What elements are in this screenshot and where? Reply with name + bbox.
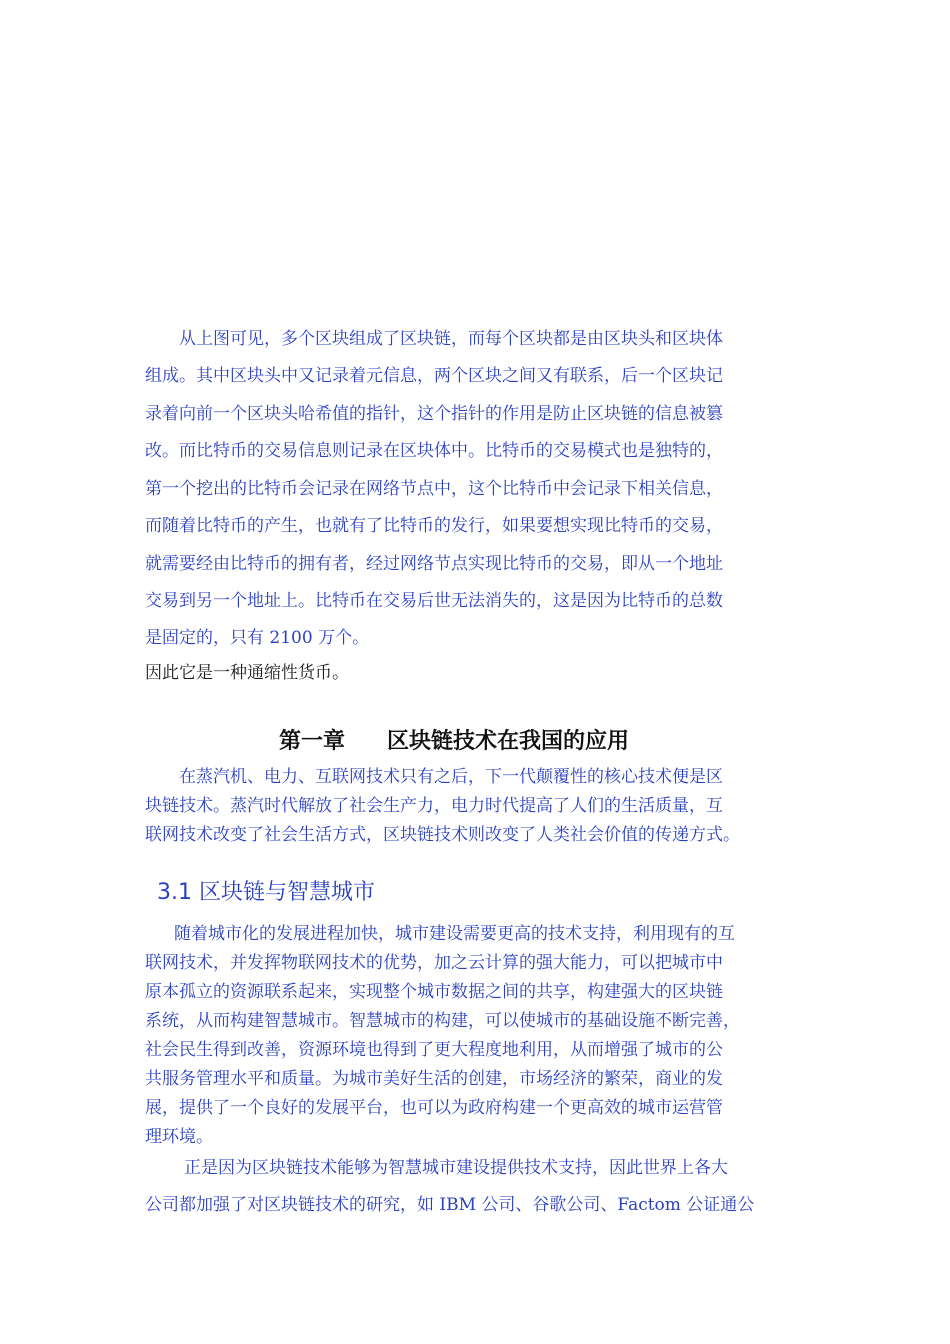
paragraph-3-line: 随着城市化的发展进程加快，城市建设需要更高的技术支持，利用现有的互: [174, 924, 735, 944]
paragraph-1-trailing-line: 因此它是一种通缩性货币。: [145, 663, 349, 683]
paragraph-4-line: 公司都加强了对区块链技术的研究，如 IBM 公司、谷歌公司、Factom 公证通公: [145, 1195, 755, 1215]
paragraph-3-line: 共服务管理水平和质量。为城市美好生活的创建，市场经济的繁荣，商业的发: [145, 1069, 723, 1089]
paragraph-1-line: 就需要经由比特币的拥有者，经过网络节点实现比特币的交易，即从一个地址: [145, 554, 723, 574]
paragraph-1-line: 交易到另一个地址上。比特币在交易后世无法消失的，这是因为比特币的总数: [145, 591, 723, 611]
paragraph-1-line: 第一个挖出的比特币会记录在网络节点中，这个比特币中会记录下相关信息，: [145, 479, 723, 499]
paragraph-1-line: 而随着比特币的产生，也就有了比特币的发行，如果要想实现比特币的交易，: [145, 516, 723, 536]
paragraph-2-line: 在蒸汽机、电力、互联网技术只有之后，下一代颠覆性的核心技术便是区: [179, 767, 723, 787]
section-heading: 3.1 区块链与智慧城市: [157, 880, 375, 905]
paragraph-2-line: 联网技术改变了社会生活方式，区块链技术则改变了人类社会价值的传递方式。: [145, 825, 740, 845]
paragraph-3-line: 理环境。: [145, 1127, 213, 1147]
paragraph-2-line: 块链技术。蒸汽时代解放了社会生产力，电力时代提高了人们的生活质量，互: [145, 796, 723, 816]
paragraph-3-line: 系统，从而构建智慧城市。智慧城市的构建，可以使城市的基础设施不断完善，: [145, 1011, 740, 1031]
paragraph-3-line: 社会民生得到改善，资源环境也得到了更大程度地利用，从而增强了城市的公: [145, 1040, 723, 1060]
chapter-number: 第一章: [279, 729, 346, 754]
paragraph-1-line: 组成。其中区块头中又记录着元信息，两个区块之间又有联系，后一个区块记: [145, 366, 723, 386]
chapter-heading: [279, 724, 629, 755]
paragraph-1-line: 是固定的，只有 2100 万个。: [145, 628, 370, 648]
chapter-title: 区块链技术在我国的应用: [387, 729, 630, 754]
paragraph-1-line: 从上图可见，多个区块组成了区块链，而每个区块都是由区块头和区块体: [179, 329, 723, 349]
paragraph-4-line: 正是因为区块链技术能够为智慧城市建设提供技术支持，因此世界上各大: [184, 1158, 728, 1178]
paragraph-1-line: 录着向前一个区块头哈希值的指针，这个指针的作用是防止区块链的信息被篡: [145, 404, 723, 424]
paragraph-3-line: 原本孤立的资源联系起来，实现整个城市数据之间的共享，构建强大的区块链: [145, 982, 723, 1002]
paragraph-3-line: 展，提供了一个良好的发展平台，也可以为政府构建一个更高效的城市运营管: [145, 1098, 723, 1118]
paragraph-3-line: 联网技术，并发挥物联网技术的优势，加之云计算的强大能力，可以把城市中: [145, 953, 723, 973]
paragraph-1-line: 改。而比特币的交易信息则记录在区块体中。比特币的交易模式也是独特的，: [145, 441, 723, 461]
